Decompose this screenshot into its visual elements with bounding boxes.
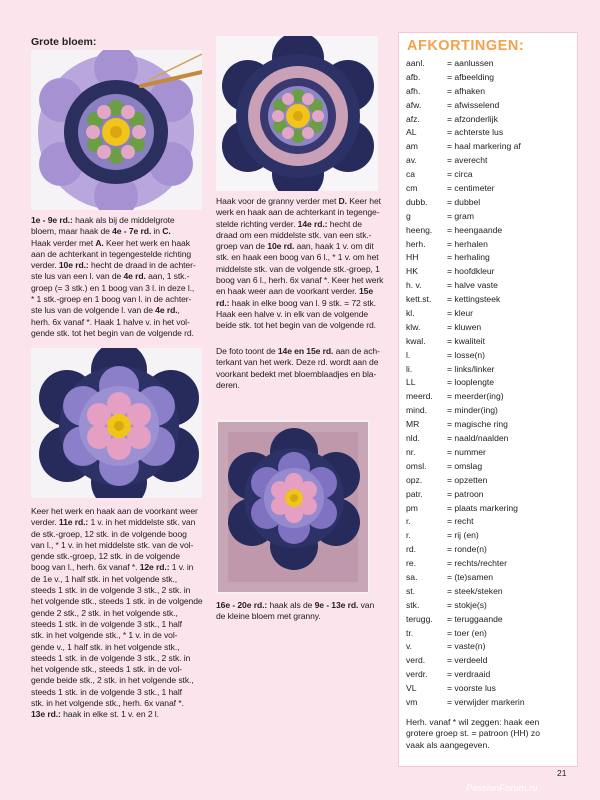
photo-flower-back bbox=[216, 36, 378, 191]
abbreviation-meaning: = kwaliteit bbox=[447, 335, 485, 346]
instruction-line: deren. bbox=[216, 379, 240, 390]
abbreviation-key: l. bbox=[406, 349, 411, 360]
abbreviation-meaning: = ronde(n) bbox=[447, 544, 487, 555]
abbreviation-meaning: = looplengte bbox=[447, 377, 495, 388]
abbreviation-row bbox=[406, 696, 574, 710]
abbreviation-key: aanl. bbox=[406, 58, 425, 68]
instruction-line: draad om een middelste stk. van een stk.- bbox=[216, 229, 372, 240]
instruction-line: van l., * 1 v. in het middelste stk. van de vol- bbox=[31, 539, 194, 550]
abbreviation-row bbox=[406, 307, 574, 321]
instructions-rounds-16-20 bbox=[216, 600, 388, 623]
instruction-line: de 1e v., 1 half stk. in het volgende stk., bbox=[31, 573, 178, 584]
abbreviation-row bbox=[406, 488, 574, 502]
abbreviation-row bbox=[406, 571, 574, 585]
abbreviation-row bbox=[406, 126, 574, 140]
abbreviation-row bbox=[406, 557, 574, 571]
photo-note bbox=[216, 346, 388, 391]
abbreviation-key: LL bbox=[406, 377, 416, 388]
abbreviation-meaning: = (te)samen bbox=[447, 571, 494, 582]
instruction-line: boog van 6 l., herh. 6x vanaf *. Keer het werk bbox=[216, 275, 384, 286]
abbreviation-key: mind. bbox=[406, 405, 428, 416]
instruction-line: steeds 1 stk. in de volgende 3 stk., 1 half bbox=[31, 686, 182, 697]
photo-layered-flower bbox=[31, 348, 202, 498]
instruction-line: 16e - 20e rd.: haak als de 9e - 13e rd. van bbox=[216, 600, 375, 610]
abbreviation-meaning: = stokje(s) bbox=[447, 599, 487, 610]
footnote-line: grotere groep st. = patroon (HH) zo bbox=[406, 728, 540, 739]
abbreviation-row bbox=[406, 349, 574, 363]
abbreviation-row bbox=[406, 238, 574, 252]
instruction-line: * 1 stk.-groep en 1 boog van l. in de achter- bbox=[31, 294, 192, 305]
abbreviation-meaning: = hoofdkleur bbox=[447, 266, 495, 277]
abbreviation-key: stk. bbox=[406, 599, 420, 610]
abbreviation-key: klw. bbox=[406, 321, 421, 332]
watermark: PassionForum.ru bbox=[466, 783, 538, 793]
instruction-line: boog van l., herh. 6x vanaf *. 12e rd.: 1 v. in bbox=[31, 562, 194, 573]
abbreviation-meaning: = minder(ing) bbox=[447, 405, 498, 416]
abbreviation-row bbox=[406, 432, 574, 446]
abbreviation-meaning: = kettingsteek bbox=[447, 294, 501, 305]
instruction-line: Keer het werk en haak aan de voorkant weer bbox=[31, 506, 198, 516]
abbreviation-row bbox=[406, 224, 574, 238]
abbreviation-meaning: = patroon bbox=[447, 488, 484, 499]
instruction-line: het volgende stk., steeds 1 stk. in de vol- bbox=[31, 664, 182, 675]
abbreviation-row bbox=[406, 654, 574, 668]
abbreviation-meaning: = afzonderlijk bbox=[447, 113, 498, 124]
section-heading: Grote bloem: bbox=[31, 36, 97, 48]
abbreviation-key: st. bbox=[406, 585, 416, 596]
abbreviation-row bbox=[406, 85, 574, 99]
abbreviation-key: verd. bbox=[406, 655, 426, 666]
abbreviation-meaning: = afwisselend bbox=[447, 99, 500, 110]
abbreviation-key: g bbox=[406, 210, 411, 221]
abbreviation-meaning: = centimeter bbox=[447, 183, 495, 194]
abbreviation-key: h. v. bbox=[406, 280, 422, 291]
abbreviation-row bbox=[406, 446, 574, 460]
instruction-line: steeds 1 stk. in de volgende 3 stk., 1 half bbox=[31, 618, 182, 629]
abbreviation-key: li. bbox=[406, 363, 413, 374]
abbreviation-meaning: = steek/steken bbox=[447, 585, 503, 596]
abbreviation-meaning: = verdeeld bbox=[447, 655, 488, 666]
instruction-line: ste lus van een l. van de 4e rd. aan, 1 stk.- bbox=[31, 271, 190, 282]
abbreviation-key: rd. bbox=[406, 544, 417, 555]
abbreviation-key: herh. bbox=[406, 238, 426, 249]
instruction-line: stk. en haak een boog van 6 l., * 1 v. om het bbox=[216, 252, 379, 263]
abbreviation-row bbox=[406, 140, 574, 154]
abbreviation-key: afh. bbox=[406, 85, 421, 96]
abbreviation-meaning: = herhaling bbox=[447, 252, 490, 263]
instruction-line: en haak weer aan de voorkant verder. 15e bbox=[216, 286, 374, 297]
abbreviation-key: dubb. bbox=[406, 196, 428, 207]
abbreviation-key: kwal. bbox=[406, 335, 426, 346]
abbreviation-row bbox=[406, 599, 574, 613]
abbreviation-row bbox=[406, 682, 574, 696]
instruction-line: ste lus van de volgende l. van de 4e rd., bbox=[31, 305, 180, 316]
instructions-rounds-1-10 bbox=[31, 215, 206, 339]
instruction-line: Haak verder met A. Keer het werk en haak bbox=[31, 237, 190, 248]
abbreviation-meaning: = nummer bbox=[447, 446, 486, 457]
instruction-line: rd.: haak in elke boog van l. 9 stk. = 72 stk. bbox=[216, 297, 376, 308]
abbreviation-key: kett.st. bbox=[406, 294, 432, 305]
abbreviation-key: MR bbox=[406, 419, 420, 430]
abbreviation-row bbox=[406, 585, 574, 599]
abbreviation-key: afz. bbox=[406, 113, 420, 124]
instruction-line: steeds 1 stk. in de volgende 3 stk., 2 stk. in bbox=[31, 652, 191, 663]
abbreviation-key: HK bbox=[406, 266, 418, 277]
abbreviation-meaning: = herhalen bbox=[447, 238, 488, 249]
instruction-line: middelste stk. van de volgende stk.-groep, 1 bbox=[216, 263, 380, 274]
abbreviation-meaning: = plaats markering bbox=[447, 502, 518, 513]
abbreviation-row bbox=[406, 168, 574, 182]
abbreviation-meaning: = gram bbox=[447, 210, 474, 221]
instruction-line: terkant van het werk. Deze rd. wordt aan de bbox=[216, 357, 379, 368]
instruction-line: gende v., 1 half stk. in het volgende stk., bbox=[31, 641, 180, 652]
abbreviation-row bbox=[406, 113, 574, 127]
abbreviations-footnote bbox=[406, 717, 572, 751]
abbreviation-row bbox=[406, 321, 574, 335]
abbreviation-meaning: = vaste(n) bbox=[447, 641, 486, 652]
abbreviation-key: terugg. bbox=[406, 613, 433, 624]
instruction-line: groep van de 10e rd. aan, haak 1 v. om dit bbox=[216, 241, 374, 252]
abbreviation-row bbox=[406, 627, 574, 641]
abbreviations-title: AFKORTINGEN: bbox=[407, 38, 525, 54]
abbreviation-meaning: = achterste lus bbox=[447, 127, 504, 138]
abbreviation-meaning: = rechts/rechter bbox=[447, 558, 507, 569]
instruction-line: Haak een halve v. in elk van de volgende bbox=[216, 308, 369, 319]
abbreviation-meaning: = circa bbox=[447, 169, 473, 180]
abbreviation-row bbox=[406, 640, 574, 654]
instructions-rounds-14-15 bbox=[216, 196, 388, 332]
abbreviation-meaning: = toer (en) bbox=[447, 627, 487, 638]
abbreviation-meaning: = magische ring bbox=[447, 419, 508, 430]
abbreviation-meaning: = afhaken bbox=[447, 85, 485, 96]
instruction-line: groep (= 3 stk.) en 1 boog van 3 l. in deze l., bbox=[31, 282, 195, 293]
abbreviation-key: meerd. bbox=[406, 391, 433, 402]
instruction-line: stk. in het volgende stk., herh. 6x vanaf *. bbox=[31, 698, 184, 709]
instruction-line: verder. 11e rd.: 1 v. in het middelste stk. van bbox=[31, 517, 196, 528]
abbreviation-row bbox=[406, 668, 574, 682]
abbreviation-key: r. bbox=[406, 516, 411, 527]
abbreviation-key: patr. bbox=[406, 488, 423, 499]
abbreviation-meaning: = recht bbox=[447, 516, 474, 527]
abbreviation-key: ca bbox=[406, 169, 416, 180]
photo-granny-square bbox=[216, 420, 370, 594]
footnote-line: vaak als aangegeven. bbox=[406, 739, 490, 750]
abbreviation-meaning: = opzetten bbox=[447, 474, 488, 485]
abbreviation-meaning: = verwijder markerin bbox=[447, 696, 525, 707]
footnote-line: Herh. vanaf * wil zeggen: haak een bbox=[406, 717, 540, 727]
abbreviation-key: nld. bbox=[406, 433, 420, 444]
abbreviation-row bbox=[406, 279, 574, 293]
abbreviation-row bbox=[406, 57, 574, 71]
abbreviation-key: nr. bbox=[406, 446, 416, 457]
abbreviation-key: kl. bbox=[406, 308, 415, 319]
instruction-line: het volgende stk., steeds 1 stk. in de volgende bbox=[31, 596, 203, 607]
abbreviation-key: vm bbox=[406, 696, 418, 707]
abbreviation-key: v. bbox=[406, 641, 413, 652]
instruction-line: voorkant bedekt met bloemblaadjes en bla- bbox=[216, 368, 377, 379]
abbreviation-meaning: = heengaande bbox=[447, 224, 503, 235]
abbreviation-key: VL bbox=[406, 683, 417, 694]
abbreviation-key: omsl. bbox=[406, 460, 427, 471]
abbreviation-key: opz. bbox=[406, 474, 423, 485]
instruction-line: bloem, maar haak de 4e - 7e rd. in C. bbox=[31, 226, 171, 237]
abbreviation-row bbox=[406, 196, 574, 210]
abbreviation-row bbox=[406, 251, 574, 265]
abbreviation-key: verdr. bbox=[406, 669, 428, 680]
abbreviation-row bbox=[406, 515, 574, 529]
abbreviation-meaning: = losse(n) bbox=[447, 349, 485, 360]
abbreviation-row bbox=[406, 335, 574, 349]
instruction-line: aan de achterkant in tegengestelde richting bbox=[31, 248, 192, 259]
instruction-line: stelde richting verder. 14e rd.: hecht de bbox=[216, 218, 362, 229]
abbreviation-key: pm bbox=[406, 502, 418, 513]
abbreviation-row bbox=[406, 502, 574, 516]
abbreviation-row bbox=[406, 154, 574, 168]
abbreviation-row bbox=[406, 460, 574, 474]
abbreviation-meaning: = haal markering af bbox=[447, 141, 521, 152]
abbreviation-row bbox=[406, 265, 574, 279]
abbreviation-key: r. bbox=[406, 530, 411, 541]
abbreviations-list bbox=[406, 57, 574, 710]
abbreviation-key: heeng. bbox=[406, 224, 433, 235]
instruction-line: steeds 1 stk. in de volgende 3 stk., 2 stk. in bbox=[31, 585, 191, 596]
abbreviation-row bbox=[406, 474, 574, 488]
abbreviation-meaning: = averecht bbox=[447, 155, 488, 166]
abbreviation-meaning: = verdraaid bbox=[447, 669, 491, 680]
instruction-line: verder. 10e rd.: hecht de draad in de achter- bbox=[31, 260, 196, 271]
abbreviation-row bbox=[406, 529, 574, 543]
abbreviation-row bbox=[406, 543, 574, 557]
abbreviation-meaning: = kleur bbox=[447, 308, 474, 319]
abbreviation-meaning: = rij (en) bbox=[447, 530, 479, 541]
abbreviation-meaning: = voorste lus bbox=[447, 683, 496, 694]
instruction-line: gende stk. tot het begin van de volgende rd. bbox=[31, 327, 194, 338]
instruction-line: 13e rd.: haak in elke st. 1 v. en 2 l. bbox=[31, 709, 159, 720]
abbreviation-row bbox=[406, 363, 574, 377]
abbreviation-meaning: = kluwen bbox=[447, 321, 482, 332]
abbreviation-key: afb. bbox=[406, 71, 421, 82]
abbreviation-key: cm bbox=[406, 183, 418, 194]
abbreviation-meaning: = teruggaande bbox=[447, 613, 503, 624]
abbreviation-row bbox=[406, 71, 574, 85]
abbreviation-key: afw. bbox=[406, 99, 422, 110]
abbreviation-key: am bbox=[406, 141, 418, 152]
abbreviation-row bbox=[406, 376, 574, 390]
abbreviation-meaning: = naald/naalden bbox=[447, 433, 509, 444]
abbreviation-key: re. bbox=[406, 558, 417, 569]
instruction-line: gende 2 stk., 2 stk. in het volgende stk., bbox=[31, 607, 178, 618]
abbreviation-key: av. bbox=[406, 155, 417, 166]
abbreviation-key: tr. bbox=[406, 627, 414, 638]
abbreviation-meaning: = links/linker bbox=[447, 363, 495, 374]
instruction-line: stk. in het volgende stk., * 1 v. in de vol- bbox=[31, 630, 178, 641]
instructions-rounds-11-13 bbox=[31, 506, 206, 721]
abbreviation-row bbox=[406, 99, 574, 113]
photo-flower-with-hook bbox=[31, 50, 202, 210]
instruction-line: 1e - 9e rd.: haak als bij de middelgrote bbox=[31, 215, 175, 225]
abbreviation-key: sa. bbox=[406, 571, 418, 582]
abbreviation-key: HH bbox=[406, 252, 419, 263]
instruction-line: De foto toont de 14e en 15e rd. aan de ach- bbox=[216, 346, 380, 356]
abbreviation-meaning: = aanlussen bbox=[447, 58, 494, 68]
abbreviation-key: AL bbox=[406, 127, 417, 138]
abbreviation-row bbox=[406, 418, 574, 432]
instruction-line: beide stk. tot het begin van de volgende rd. bbox=[216, 320, 376, 331]
abbreviation-meaning: = afbeelding bbox=[447, 71, 495, 82]
instruction-line: gende stk.-groep, 12 stk. in de volgende bbox=[31, 551, 180, 562]
instruction-line: herh. 6x vanaf *. Haak 1 halve v. in het vol- bbox=[31, 316, 190, 327]
abbreviation-meaning: = omslag bbox=[447, 460, 483, 471]
abbreviation-row bbox=[406, 404, 574, 418]
instruction-line: gende beide stk., 2 stk. in het volgende stk., bbox=[31, 675, 194, 686]
abbreviation-row bbox=[406, 613, 574, 627]
abbreviation-row bbox=[406, 182, 574, 196]
abbreviation-meaning: = halve vaste bbox=[447, 280, 498, 291]
abbreviation-row bbox=[406, 293, 574, 307]
instruction-line: de kleine bloem met granny. bbox=[216, 611, 321, 622]
abbreviation-meaning: = meerder(ing) bbox=[447, 391, 504, 402]
abbreviation-meaning: = dubbel bbox=[447, 196, 481, 207]
abbreviation-row bbox=[406, 390, 574, 404]
instruction-line: Haak voor de granny verder met D. Keer het bbox=[216, 196, 381, 206]
abbreviation-row bbox=[406, 210, 574, 224]
instruction-line: werk en haak aan de achterkant in tegenge- bbox=[216, 207, 380, 218]
instruction-line: de stk.-groep, 12 stk. in de volgende boog bbox=[31, 528, 187, 539]
page-number: 21 bbox=[557, 768, 567, 778]
